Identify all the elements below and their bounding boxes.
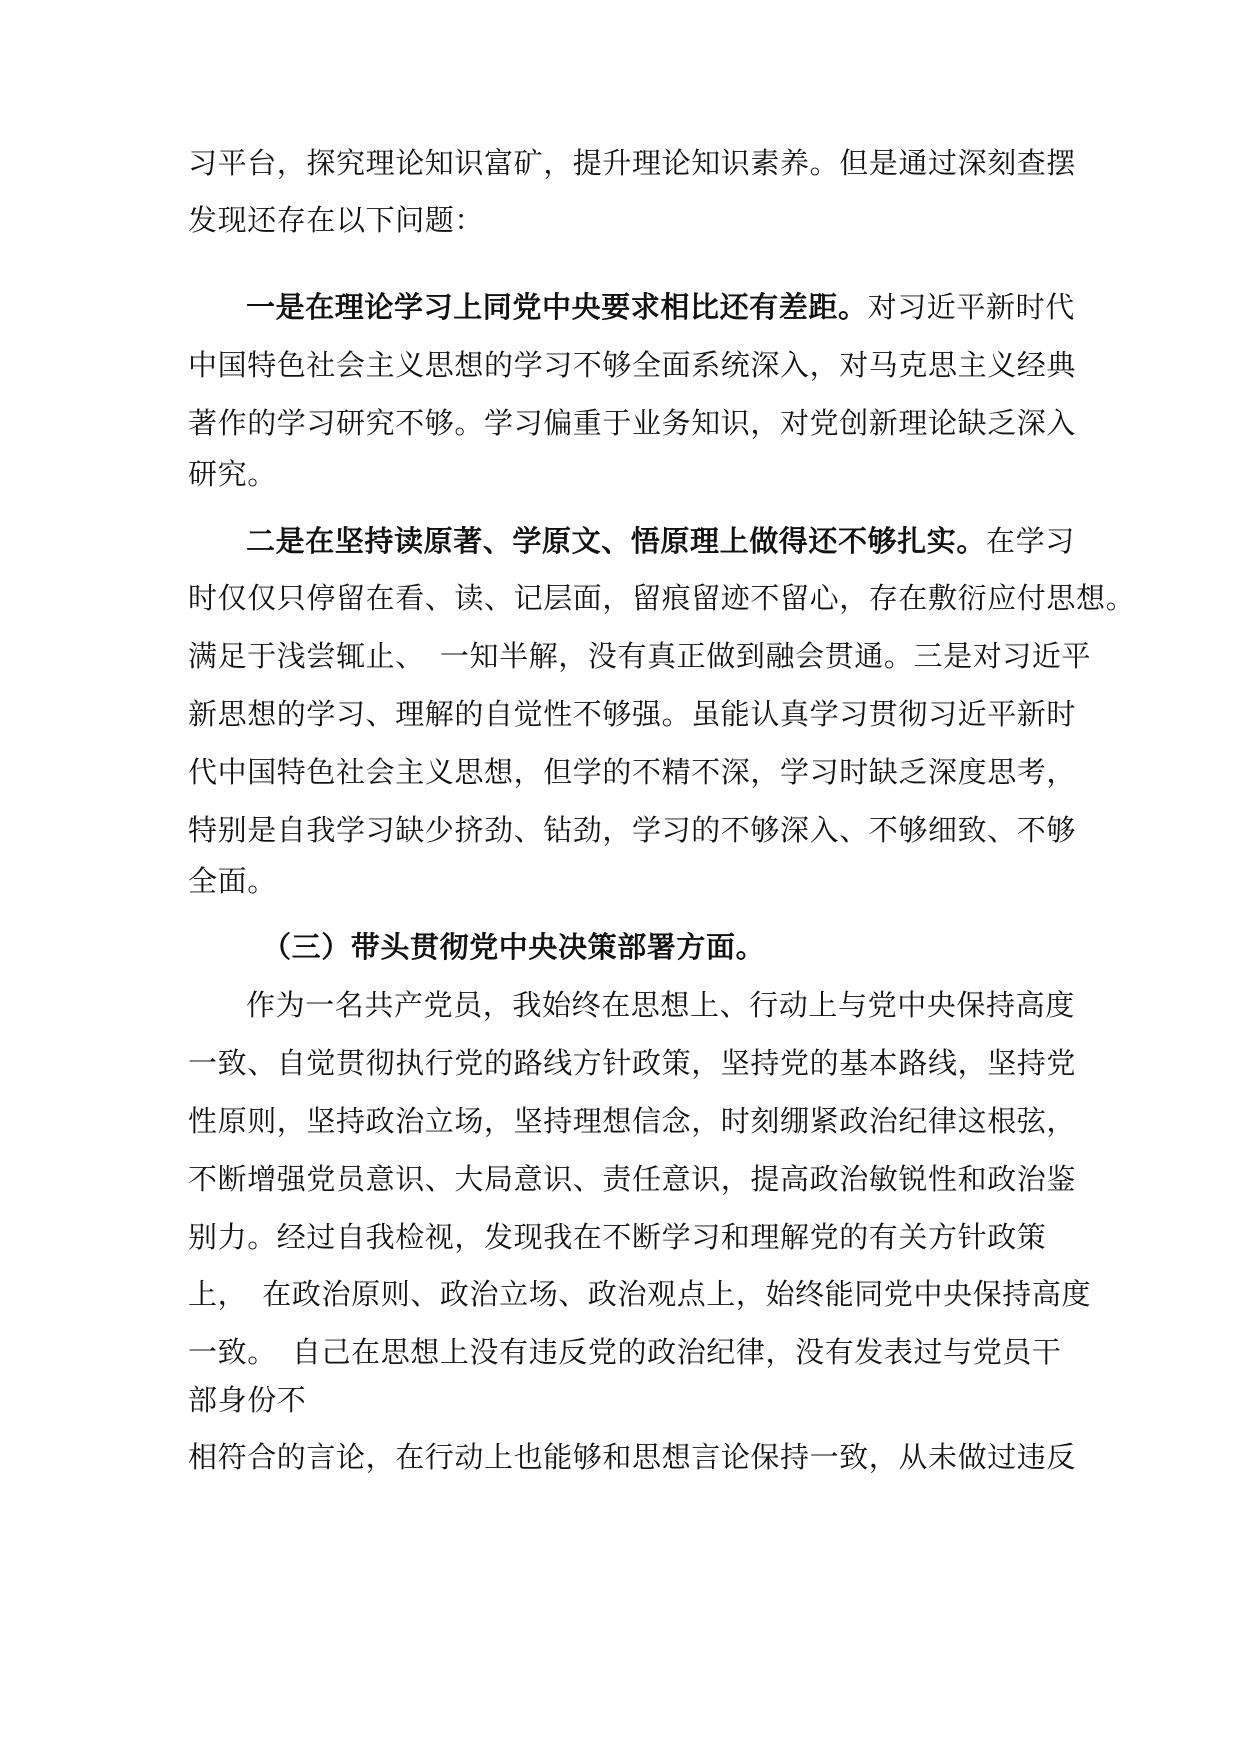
paragraph-lead-text: 对习近平新时代 [867, 290, 1075, 324]
text-line: 相符合的言论，在行动上也能够和思想言论保持一致，从未做过违反 [188, 1440, 1077, 1474]
text-line: 发现还存在以下问题： [188, 203, 485, 237]
section-heading: （三）带头贯彻党中央决策部署方面。 [262, 930, 766, 964]
paragraph-lead-bold: 一是在理论学习上同党中央要求相比还有差距。 [246, 290, 868, 324]
text-line: 不断增强党员意识、大局意识、责任意识，提高政治敏锐性和政治鉴 [188, 1162, 1077, 1196]
text-line: 特别是自我学习缺少挤劲、钻劲，学习的不够深入、不够细致、不够 [188, 813, 1077, 847]
text-line: 性原则，坚持政治立场，坚持理想信念，时刻绷紧政治纪律这根弦， [188, 1104, 1077, 1138]
paragraph-first-line [246, 521, 1075, 561]
text-line: 满足于浅尝辄止、 一知半解，没有真正做到融会贯通。三是对习近平 [188, 639, 1092, 673]
text-line: 习平台，探究理论知识富矿，提升理论知识素养。但是通过深刻查摆 [188, 146, 1077, 180]
paragraph-lead-bold: 二是在坚持读原著、学原文、悟原理上做得还不够扎实。 [246, 524, 987, 558]
text-line: 一致。 自己在思想上没有违反党的政治纪律，没有发表过与党员干 [188, 1335, 1062, 1369]
paragraph-lead-text: 在学习 [986, 524, 1075, 558]
text-line: 代中国特色社会主义思想，但学的不精不深，学习时缺乏深度思考， [188, 755, 1077, 789]
text-line: 上， 在政治原则、政治立场、政治观点上，始终能同党中央保持高度 [188, 1277, 1092, 1311]
text-line: 全面。 [188, 864, 277, 898]
text-line: 时仅仅只停留在看、读、记层面，留痕留迹不留心，存在敷衍应付思想。 [188, 581, 1136, 615]
text-line: 新思想的学习、理解的自觉性不够强。虽能认真学习贯彻习近平新时 [188, 697, 1077, 731]
text-line: 别力。经过自我检视，发现我在不断学习和理解党的有关方针政策 [188, 1220, 1047, 1254]
text-line: 部身份不 [188, 1383, 307, 1417]
text-line: 研究。 [188, 457, 277, 491]
text-line: 著作的学习研究不够。学习偏重于业务知识，对党创新理论缺乏深入 [188, 406, 1077, 440]
text-line: 中国特色社会主义思想的学习不够全面系统深入，对马克思主义经典 [188, 348, 1077, 382]
paragraph-first-line [246, 287, 1075, 327]
text-line: 一致、自觉贯彻执行党的路线方针政策，坚持党的基本路线，坚持党 [188, 1046, 1077, 1080]
text-line: 作为一名共产党员，我始终在思想上、行动上与党中央保持高度 [246, 988, 1075, 1022]
